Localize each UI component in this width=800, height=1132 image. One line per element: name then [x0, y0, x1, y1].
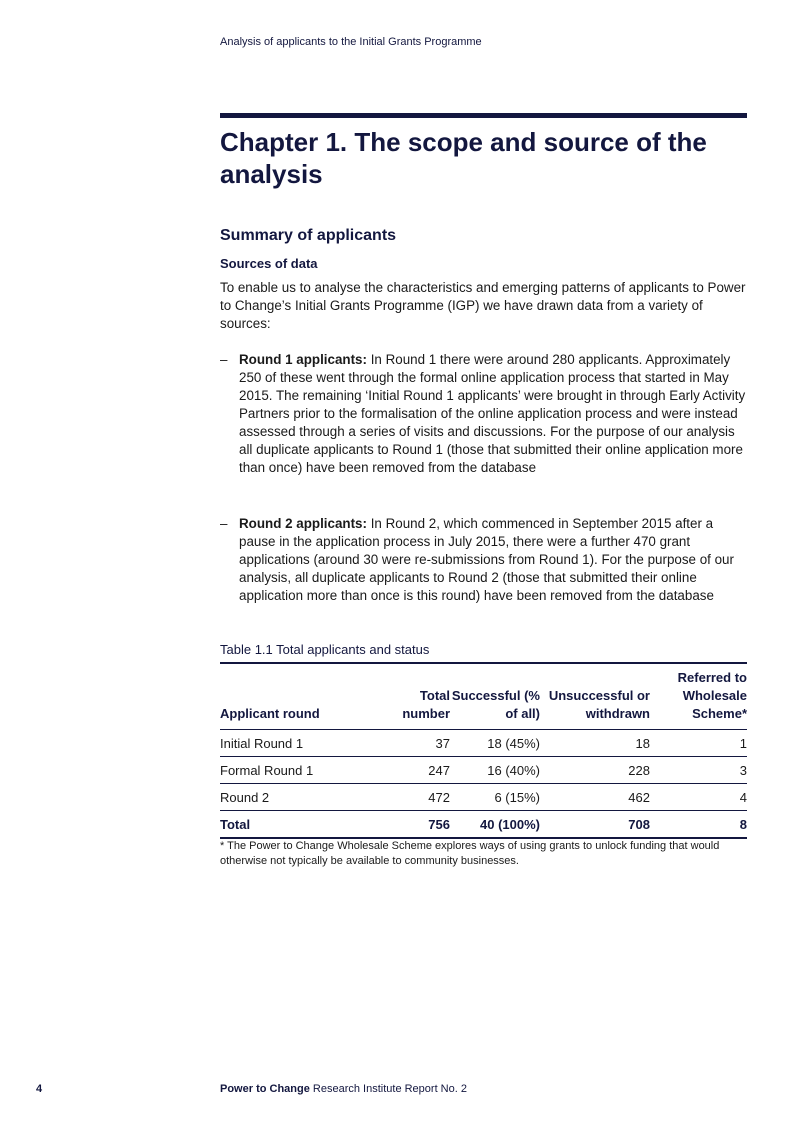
- subsection-title: Sources of data: [220, 256, 318, 271]
- cell-referred: 1: [650, 730, 747, 757]
- col-header-unsuccessful: Unsuccessful or withdrawn: [540, 663, 650, 730]
- bullet-round-1: [220, 351, 750, 477]
- cell-total-number: 756: [370, 811, 450, 839]
- cell-unsuccessful: 18: [540, 730, 650, 757]
- table-footnote: * The Power to Change Wholesale Scheme explores ways of using grants to unlock funding that would otherwise not typically be available to community businesses.: [220, 840, 720, 867]
- cell-referred: 3: [650, 757, 747, 784]
- section-title: Summary of applicants: [220, 227, 397, 244]
- table-row: [220, 784, 747, 811]
- footer-report-title: [220, 1083, 467, 1095]
- cell-total-unsuccessful: 708: [540, 811, 650, 839]
- table-row: [220, 730, 747, 757]
- table-total-row: [220, 811, 747, 839]
- applicants-table: [220, 662, 747, 839]
- bullet-body: In Round 1 there were around 280 applicants. Approximately 250 of these went through the formal online application process that started in May 2015. The remaining ‘Initial Round 1 applicants’ were brought in through Early Activity Partners prior to the formalisation of the online application process and were instead assessed through a series of visits and discussions. For the purpose of our analysis all duplicate applicants to Round 1 (those that submitted their online application more than once) have been removed from the database: [239, 352, 746, 475]
- bullet-dash: –: [220, 352, 228, 367]
- chapter-rule: [220, 113, 747, 118]
- table-caption: Table 1.1 Total applicants and status: [220, 642, 430, 657]
- cell-total-successful: 40 (100%): [450, 811, 540, 839]
- cell-round: Initial Round 1: [220, 730, 370, 757]
- cell-total: 247: [370, 757, 450, 784]
- cell-round: Formal Round 1: [220, 757, 370, 784]
- col-header-referred: Referred to Wholesale Scheme*: [650, 663, 747, 730]
- bullet-round-2: [220, 515, 750, 605]
- intro-paragraph: To enable us to analyse the characteristics and emerging patterns of applicants to Power to Change’s Initial Grants Programme (IGP) we have drawn data from a variety of sources:: [220, 280, 746, 331]
- cell-referred: 4: [650, 784, 747, 811]
- cell-successful: 6 (15%): [450, 784, 540, 811]
- cell-successful: 16 (40%): [450, 757, 540, 784]
- col-header-successful: Successful (% of all): [450, 663, 540, 730]
- bullet-lead: Round 1 applicants:: [239, 352, 367, 367]
- bullet-text: [239, 515, 750, 605]
- cell-total-referred: 8: [650, 811, 747, 839]
- cell-total-label: Total: [220, 811, 370, 839]
- cell-total: 37: [370, 730, 450, 757]
- bullet-body: In Round 2, which commenced in September 2015 after a pause in the application process in July 2015, there were a further 470 grant applications (around 30 were re-submissions from Round 1). For the purpose of our analysis, all duplicate applicants to Round 2 (those that submitted their online application more than once is this round) have been removed from the database: [239, 516, 734, 603]
- bullet-dash: –: [220, 516, 228, 531]
- cell-unsuccessful: 228: [540, 757, 650, 784]
- cell-successful: 18 (45%): [450, 730, 540, 757]
- bullet-lead: Round 2 applicants:: [239, 516, 367, 531]
- table-header-row: [220, 663, 747, 730]
- bullet-text: [239, 351, 750, 477]
- table-row: [220, 757, 747, 784]
- col-header-applicant-round: Applicant round: [220, 663, 370, 730]
- cell-round: Round 2: [220, 784, 370, 811]
- cell-unsuccessful: 462: [540, 784, 650, 811]
- col-header-total-number: Total number: [370, 663, 450, 730]
- chapter-title: Chapter 1. The scope and source of the analysis: [220, 127, 707, 189]
- page-number: 4: [36, 1083, 43, 1095]
- running-head: Analysis of applicants to the Initial Grants Programme: [220, 36, 482, 48]
- footer-publisher: Power to Change: [220, 1083, 310, 1095]
- cell-total: 472: [370, 784, 450, 811]
- footer-report-name: Research Institute Report No. 2: [309, 1083, 467, 1095]
